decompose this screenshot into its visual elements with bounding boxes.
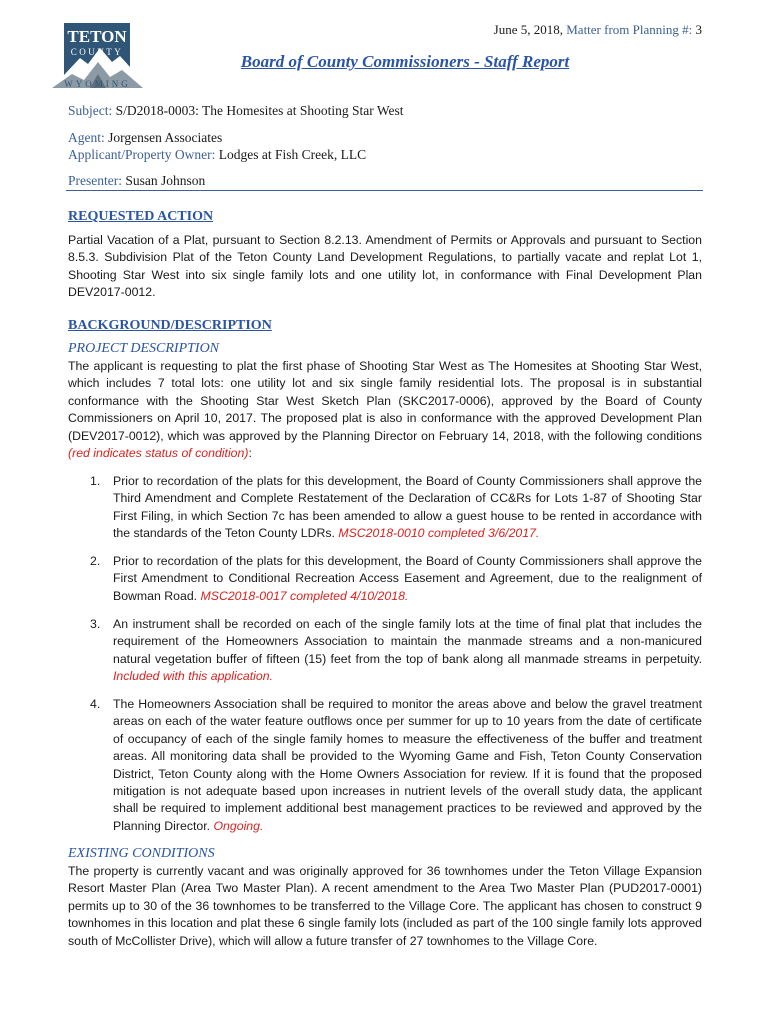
condition-number: 4. (90, 697, 101, 711)
header-date-line (494, 22, 702, 38)
agent-label: Agent: (68, 130, 105, 145)
background-heading: BACKGROUND/DESCRIPTION (68, 318, 272, 333)
project-description-colon: : (248, 446, 252, 461)
report-title: Board of County Commissioners - Staff Report (240, 52, 570, 71)
existing-conditions-body: The property is currently vacant and was originally approved for 36 townhomes under the Teton Village Expansion Resort Master Plan (Area Two Master Plan). A recent amendment to the Area Two Master Plan (PUD2017-0001) permits up to 30 of the 36 townhomes to be transferred to the Village Core. The applicant has chosen to construct 9 townhomes in this location and plat these 6 single family lots (included as part of the 100 single family lots approved south of McCollister Drive), which will allow a future transfer of 27 townhomes to the Village Core. (68, 864, 702, 948)
condition-status: Included with this application. (113, 669, 273, 684)
logo-text-county: COUNTY (70, 47, 124, 57)
condition-body: Prior to recordation of the plats for this development, the Board of County Commissioners shall approve the First Amendment to Conditional Recreation Access Easement and Agreement, due to the realignment of Bowman Road. (113, 554, 702, 603)
owner-label: Applicant/Property Owner: (68, 147, 216, 162)
condition-body: An instrument shall be recorded on each of the single family lots at the time of final plat that includes the requirement of the Homeowners Association to maintain the manmade streams and a non-manicured natural vegetation buffer of fifteen (15) feet from the top of bank along all manmade streams in perpetuity. (113, 617, 702, 666)
condition-number: 1. (90, 474, 101, 488)
condition-text (113, 553, 702, 605)
header-date: June 5, 2018, (493, 22, 563, 37)
presenter-value: Susan Johnson (125, 173, 206, 188)
existing-conditions-heading: EXISTING CONDITIONS (68, 846, 215, 861)
logo-text-teton: TETON (67, 27, 127, 46)
condition-number: 3. (90, 617, 101, 631)
header-matter-label: Matter from Planning #: (566, 22, 693, 37)
subject-label: Subject: (68, 103, 113, 118)
subject-line (68, 103, 404, 119)
presenter-label: Presenter: (68, 173, 122, 188)
owner-value: Lodges at Fish Creek, LLC (218, 147, 367, 162)
condition-text (113, 616, 702, 686)
project-description-text: The applicant is requesting to plat the first phase of Shooting Star West as The Homesites at Shooting Star West, which includes 7 total lots: one utility lot and six single family residential lots. The proposal is in substantial conformance with the Shooting Star West Sketch Plan (SKC2017-0006), approved by the Board of County Commissioners on April 10, 2017. The proposed plat is also in conformance with the approved Development Plan (DEV2017-0012), which was approved by the Planning Director on February 14, 2018, with the following conditions (68, 359, 702, 443)
condition-status: Ongoing. (213, 818, 264, 833)
condition-item (68, 553, 702, 605)
project-description-heading: PROJECT DESCRIPTION (68, 341, 220, 356)
condition-text (113, 473, 702, 543)
condition-text (113, 696, 702, 835)
status-legend-note: (red indicates status of condition) (68, 446, 249, 461)
condition-status: MSC2018-0010 completed 3/6/2017. (338, 526, 540, 541)
project-description-body (68, 358, 702, 462)
condition-body: Prior to recordation of the plats for this development, the Board of County Commissioners shall approve the Third Amendment and Complete Restatement of the Declaration of CC&Rs for Lots 1-87 of Shooting Star First Filing, in which Section 7c has been amended to allow a guest house to be rented in accordance with the standards of the Teton County LDRs. (113, 474, 702, 541)
condition-number: 2. (90, 554, 101, 568)
condition-item (68, 616, 702, 686)
condition-item (68, 696, 702, 835)
requested-action-heading: REQUESTED ACTION (68, 209, 214, 224)
section-divider (66, 190, 703, 191)
owner-line (68, 147, 366, 163)
header-matter-number: 3 (695, 22, 702, 37)
condition-item (68, 473, 702, 543)
agent-value: Jorgensen Associates (108, 130, 223, 145)
requested-action-body: Partial Vacation of a Plat, pursuant to Section 8.2.13. Amendment of Permits or Approvals and pursuant to Section 8.5.3. Subdivision Plat of the Teton County Land Development Regulations, to partially vacate and replat Lot 1, Shooting Star West into six single family lots and one utility lot, in conformance with Final Development Plan DEV2017-0012. (68, 233, 702, 300)
agent-line (68, 130, 222, 146)
presenter-line (68, 173, 205, 189)
subject-value: S/D2018-0003: The Homesites at Shooting Star West (115, 103, 404, 118)
condition-body: The Homeowners Association shall be required to monitor the areas above and below the gravel treatment areas on each of the water feature outflows once per summer for up to 10 years from the date of certificate of occupancy of each of the single family homes to measure the effectiveness of the buffer and treatment areas. All monitoring data shall be provided to the Wyoming Game and Fish, Teton County Conservation District, Teton County along with the Home Owners Association for review. If it is found that the proposed mitigation is not adequate based upon increases in nutrient levels of the overall study data, the applicant shall be required to implement additional best management practices to be reviewed and approved by the Planning Director. (113, 697, 702, 833)
logo-text-wyoming: WYOMING (64, 79, 131, 89)
condition-status: MSC2018-0017 completed 4/10/2018. (200, 588, 409, 603)
